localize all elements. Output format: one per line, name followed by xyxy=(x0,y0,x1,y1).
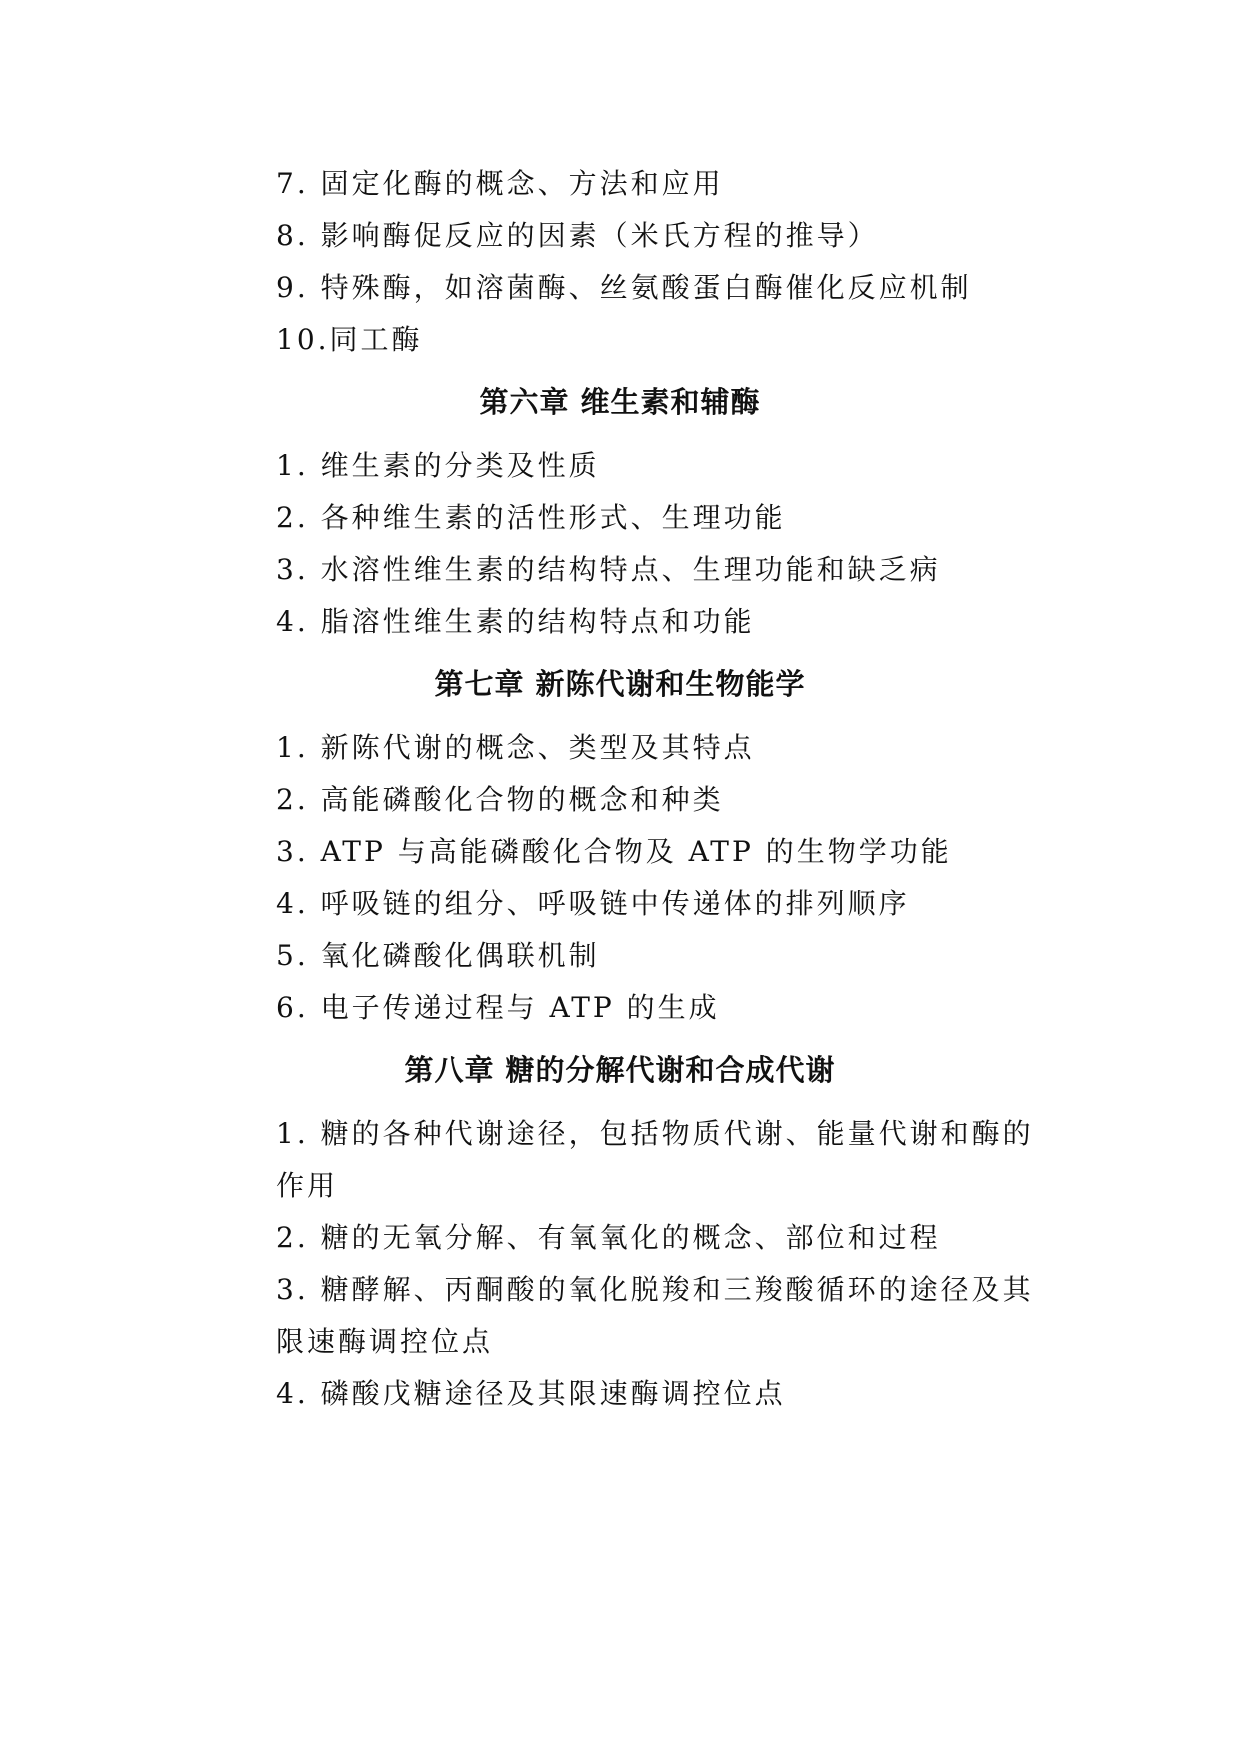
list-item: 1. 维生素的分类及性质 xyxy=(276,449,600,482)
list-item: 2. 各种维生素的活性形式、生理功能 xyxy=(276,501,786,534)
list-item: 7. 固定化酶的概念、方法和应用 xyxy=(276,167,724,200)
chapter-heading: 第七章 新陈代谢和生物能学 xyxy=(434,667,806,701)
list-item-continuation: 限速酶调控位点 xyxy=(276,1325,494,1358)
chapter-heading: 第八章 糖的分解代谢和合成代谢 xyxy=(404,1053,836,1087)
list-item: 9. 特殊酶，如溶菌酶、丝氨酸蛋白酶催化反应机制 xyxy=(276,271,972,304)
list-item: 2. 高能磷酸化合物的概念和种类 xyxy=(276,783,724,816)
list-item: 4. 呼吸链的组分、呼吸链中传递体的排列顺序 xyxy=(276,887,910,920)
list-item: 10.同工酶 xyxy=(276,323,423,356)
list-item: 4. 脂溶性维生素的结构特点和功能 xyxy=(276,605,755,638)
list-item: 1. 新陈代谢的概念、类型及其特点 xyxy=(276,731,755,764)
chapter-heading: 第六章 维生素和辅酶 xyxy=(479,385,761,419)
list-item: 8. 影响酶促反应的因素（米氏方程的推导） xyxy=(276,219,879,252)
list-item: 4. 磷酸戊糖途径及其限速酶调控位点 xyxy=(276,1377,786,1410)
list-item: 1. 糖的各种代谢途径，包括物质代谢、能量代谢和酶的 xyxy=(276,1117,1034,1150)
list-item: 6. 电子传递过程与 ATP 的生成 xyxy=(276,991,720,1024)
list-item: 5. 氧化磷酸化偶联机制 xyxy=(276,939,600,972)
list-item-continuation: 作用 xyxy=(276,1169,339,1202)
list-item: 3. ATP 与高能磷酸化合物及 ATP 的生物学功能 xyxy=(276,835,952,868)
list-item: 2. 糖的无氧分解、有氧氧化的概念、部位和过程 xyxy=(276,1221,941,1254)
list-item: 3. 水溶性维生素的结构特点、生理功能和缺乏病 xyxy=(276,553,941,586)
list-item: 3. 糖酵解、丙酮酸的氧化脱羧和三羧酸循环的途径及其 xyxy=(276,1273,1034,1306)
